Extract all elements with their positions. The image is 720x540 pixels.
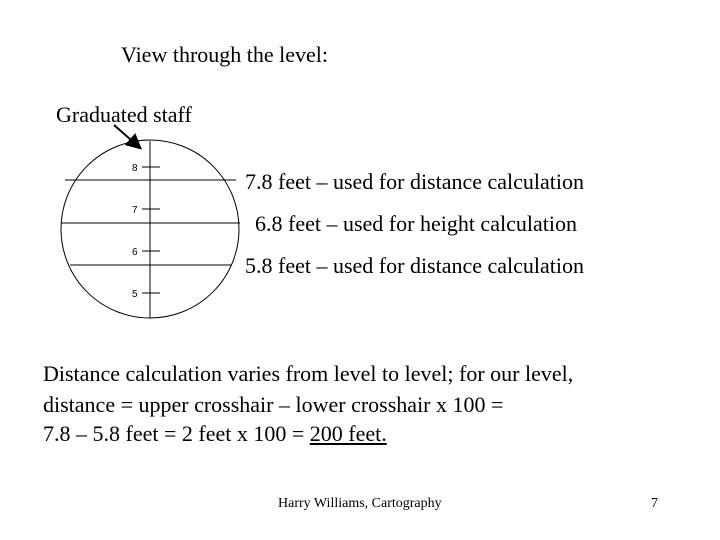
explanation-result: 200 feet. (309, 421, 387, 446)
staff-pointer-arrow (114, 125, 139, 147)
middle-reading-label: 6.8 feet – used for height calculation (255, 211, 577, 236)
footer-credit: Harry Williams, Cartography (278, 496, 442, 511)
explanation-line-2: distance = upper crosshair – lower crosshair x 100 = (43, 392, 504, 417)
explanation-calculation: 7.8 – 5.8 feet = 2 feet x 100 = (43, 421, 310, 446)
staff-label: Graduated staff (56, 102, 192, 127)
staff-tick-label: 6 (132, 247, 138, 258)
staff-tick-label: 8 (132, 163, 138, 174)
upper-reading-label: 7.8 feet – used for distance calculation (245, 169, 585, 194)
staff-tick-label: 5 (132, 289, 138, 300)
explanation-line-3 (43, 421, 387, 447)
lower-reading-label: 5.8 feet – used for distance calculation (245, 253, 585, 278)
explanation-line-1: Distance calculation varies from level to level; for our level, (43, 361, 574, 386)
page-number: 7 (651, 496, 658, 511)
staff-tick-label: 7 (132, 205, 138, 216)
slide-title: View through the level: (121, 42, 329, 67)
